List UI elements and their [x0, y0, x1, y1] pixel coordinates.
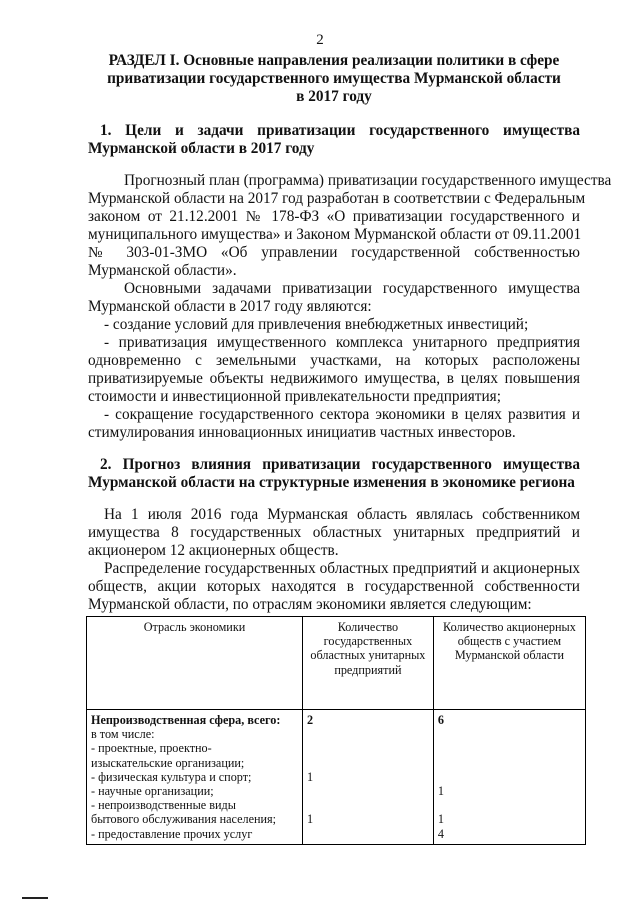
section-title-line-3: в 2017 году: [296, 88, 372, 105]
count-line: [438, 756, 581, 770]
industry-line: в том числе:: [91, 727, 155, 742]
para-3-line-1: На 1 июля 2016 года Мурманская область являлась собственником: [104, 506, 580, 523]
industry-line: - проектные, проектно-: [91, 741, 212, 756]
bullet-1: - создание условий для привлечения внебюджетных инвестиций;: [104, 316, 529, 333]
bullet-2-line-4: стоимости и инвестиционной привлекательности предприятия;: [88, 388, 501, 405]
section-title-line-2: приватизации государственного имущества Мурманской области: [107, 70, 561, 87]
subsection-2-title-line-2: Мурманской области на структурные изменения в экономике региона: [88, 474, 575, 491]
bullet-2-line-2: одновременно с земельными участками, на которых расположены: [88, 352, 580, 369]
table-header-row: [87, 617, 586, 710]
count-line: 1: [306, 812, 314, 827]
unitary-count-cell: [302, 710, 433, 845]
para-1-line-4: муниципального имущества» и Законом Мурманской области от 09.11.2001: [88, 226, 582, 243]
count-line: 1: [306, 769, 314, 784]
count-line: [438, 727, 581, 741]
header-unitary-enterprises: Количество государственных областных унитарных предприятий: [302, 617, 433, 710]
table-row: [87, 710, 586, 845]
industry-distribution-table: [86, 616, 586, 845]
industry-line: - непроизводственные виды: [91, 798, 236, 813]
jsc-count-cell: [433, 710, 585, 845]
para-4-line-3: Мурманской области, по отраслям экономики является следующим:: [88, 596, 532, 613]
count-line: [438, 770, 581, 784]
industry-line: - физическая культура и спорт;: [91, 769, 252, 784]
count-line: 4: [437, 826, 444, 841]
para-1-line-6: Мурманской области».: [88, 262, 237, 279]
para-1-line-1: Прогнозный план (программа) приватизации государственного имущества: [124, 172, 612, 189]
count-line: [307, 798, 429, 812]
header-joint-stock-companies: Количество акционерных обществ с участием Мурманской области: [433, 617, 585, 710]
count-line: 6: [437, 713, 444, 727]
scan-corner-mark: [22, 897, 48, 899]
para-3-line-2: имущества 8 государственных областных унитарных предприятий и: [88, 524, 580, 541]
count-line: [307, 727, 429, 741]
count-line: [307, 741, 429, 755]
count-line: 1: [437, 783, 444, 798]
subsection-1-title-line-1: 1. Цели и задачи приватизации государственного имущества: [100, 122, 580, 139]
section-title-line-1: РАЗДЕЛ I. Основные направления реализации политики в сфере: [108, 52, 560, 69]
industry-line: - научные организации;: [91, 784, 214, 799]
subsection-1-title-line-2: Мурманской области в 2017 году: [88, 140, 315, 157]
count-line: [307, 756, 429, 770]
count-line: [438, 798, 581, 812]
count-line: 1: [437, 812, 444, 827]
bullet-3-line-2: стимулирования инновационных инициатив частных инвесторов.: [88, 424, 516, 441]
industry-line: бытового обслуживания населения;: [91, 812, 277, 827]
para-4-line-2: обществ, акции которых находятся в государственной собственности: [88, 578, 580, 595]
count-line: [307, 827, 429, 841]
count-line: 2: [306, 713, 314, 727]
para-2-line-1: Основными задачами приватизации государственного имущества: [124, 280, 580, 297]
bullet-2-line-3: приватизируемые объекты недвижимого имущества, в целях повышения: [88, 370, 580, 387]
para-1-line-5: № 303-01-ЗМО «Об управлении государственной собственностью: [88, 244, 580, 261]
bullet-3-line-1: - сокращение государственного сектора экономики в целях развития и: [104, 406, 580, 423]
para-4-line-1: Распределение государственных областных предприятий и акционерных: [104, 560, 580, 577]
count-line: [438, 741, 581, 755]
bullet-2-line-1: - приватизация имущественного комплекса унитарного предприятия: [104, 334, 580, 351]
industry-line: - предоставление прочих услуг: [91, 826, 253, 841]
para-1-line-2: Мурманской области на 2017 год разработан в соответствии с Федеральным: [88, 190, 586, 207]
para-3-line-3: акционером 12 акционерных обществ.: [88, 542, 339, 559]
para-1-line-3: законом от 21.12.2001 № 178-ФЗ «О приватизации государственного и: [88, 208, 580, 225]
header-industry: Отрасль экономики: [87, 617, 303, 710]
page-number: 2: [316, 32, 324, 48]
industry-cell: [87, 710, 303, 845]
para-2-line-2: Мурманской области в 2017 году являются:: [88, 298, 372, 315]
industry-line: Непроизводственная сфера, всего:: [91, 713, 281, 727]
industry-line: изыскательские организации;: [91, 755, 245, 770]
count-line: [307, 784, 429, 798]
subsection-2-title-line-1: 2. Прогноз влияния приватизации государственного имущества: [100, 456, 580, 473]
